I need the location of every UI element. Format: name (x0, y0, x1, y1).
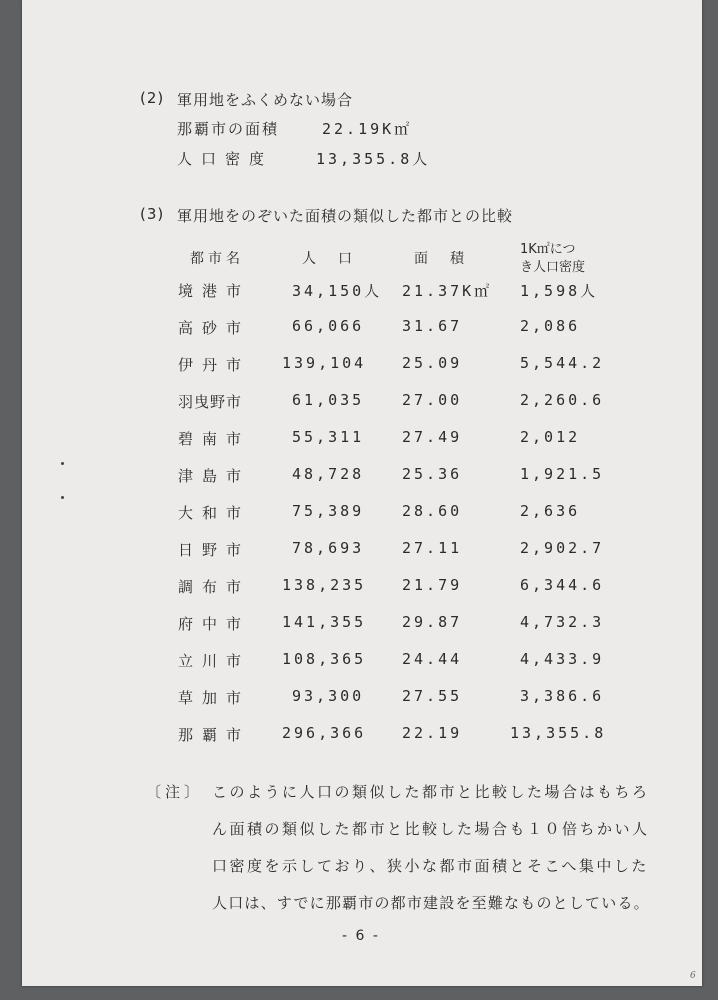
density-cell: 2,012 (520, 428, 581, 446)
city-name: 那覇市 (178, 726, 251, 744)
population-cell: 141,355 (282, 613, 367, 631)
area-cell: 31.67 (402, 317, 463, 335)
area-cell: 21.37K㎡ (402, 282, 493, 300)
population-cell: 296,366 (282, 724, 367, 742)
population-cell: 61,035 (292, 391, 365, 409)
city-name: 大和市 (178, 504, 251, 522)
section-2-marker: (2) (140, 89, 165, 107)
density-cell: 3,386.6 (520, 687, 605, 705)
density-cell: 6,344.6 (520, 576, 605, 594)
area-cell: 22.19 (402, 724, 463, 742)
city-name: 境港市 (178, 282, 251, 300)
header-density-line2: き人口密度 (520, 260, 586, 275)
population-cell: 138,235 (282, 576, 367, 594)
population-cell: 139,104 (282, 354, 367, 372)
city-name: 府中市 (178, 615, 251, 633)
city-name: 津島市 (178, 467, 251, 485)
area-cell: 25.36 (402, 465, 463, 483)
section-2-heading: 軍用地をふくめない場合 (177, 91, 354, 109)
area-cell: 27.00 (402, 391, 463, 409)
naha-area-value: 22.19K㎡ (322, 120, 413, 138)
note-line: 口密度を示しており、狭小な都市面積とそこへ集中した (212, 857, 649, 875)
population-cell: 48,728 (292, 465, 365, 483)
area-cell: 21.79 (402, 576, 463, 594)
page-number: - 6 - (342, 928, 380, 944)
city-name: 草加市 (178, 689, 251, 707)
density-cell: 2,086 (520, 317, 581, 335)
header-density-line1: 1K㎡につ (520, 242, 576, 257)
header-city: 都市名 (190, 251, 244, 267)
density-cell: 1,598人 (520, 282, 599, 300)
population-cell: 93,300 (292, 687, 365, 705)
density-cell: 4,732.3 (520, 613, 605, 631)
city-name: 碧南市 (178, 430, 251, 448)
density-cell: 1,921.5 (520, 465, 605, 483)
area-cell: 25.09 (402, 354, 463, 372)
density-cell: 5,544.2 (520, 354, 605, 372)
city-name: 調布市 (178, 578, 251, 596)
density-cell: 2,902.7 (520, 539, 605, 557)
area-cell: 27.55 (402, 687, 463, 705)
city-name: 伊丹市 (178, 356, 251, 374)
population-cell: 66,066 (292, 317, 365, 335)
density-cell: 2,636 (520, 502, 581, 520)
population-cell: 75,389 (292, 502, 365, 520)
city-name: 羽曳野市 (178, 393, 243, 411)
section-3-heading: 軍用地をのぞいた面積の類似した都市との比較 (177, 207, 514, 225)
header-population: 人 口 (302, 251, 356, 267)
stray-mark (61, 462, 64, 465)
document-page (22, 0, 702, 986)
density-cell: 13,355.8 (510, 724, 607, 742)
population-cell: 108,365 (282, 650, 367, 668)
city-name: 立川市 (178, 652, 251, 670)
area-cell: 27.49 (402, 428, 463, 446)
note-line: このように人口の類似した都市と比較した場合はもちろ (212, 783, 650, 801)
note-line: ん面積の類似した都市と比較した場合も１０倍ちかい人 (212, 820, 650, 838)
population-cell: 78,693 (292, 539, 365, 557)
density-cell: 4,433.9 (520, 650, 605, 668)
city-name: 高砂市 (178, 319, 251, 337)
note-line: 人口は、すでに那覇市の都市建設を至難なものとしている。 (212, 894, 650, 912)
density-value: 13,355.8人 (316, 150, 431, 168)
corner-mark: 6 (690, 971, 696, 981)
naha-area-label: 那覇市の面積 (177, 120, 280, 138)
city-name: 日野市 (178, 541, 251, 559)
area-cell: 24.44 (402, 650, 463, 668)
note-label: 〔注〕 (146, 783, 204, 801)
density-cell: 2,260.6 (520, 391, 605, 409)
density-label: 人口密度 (177, 150, 274, 168)
population-cell: 34,150人 (292, 282, 383, 300)
area-cell: 29.87 (402, 613, 463, 631)
population-cell: 55,311 (292, 428, 365, 446)
area-cell: 28.60 (402, 502, 463, 520)
section-3-marker: (3) (140, 205, 165, 223)
stray-mark (61, 496, 64, 499)
header-area: 面 積 (414, 251, 468, 267)
area-cell: 27.11 (402, 539, 463, 557)
